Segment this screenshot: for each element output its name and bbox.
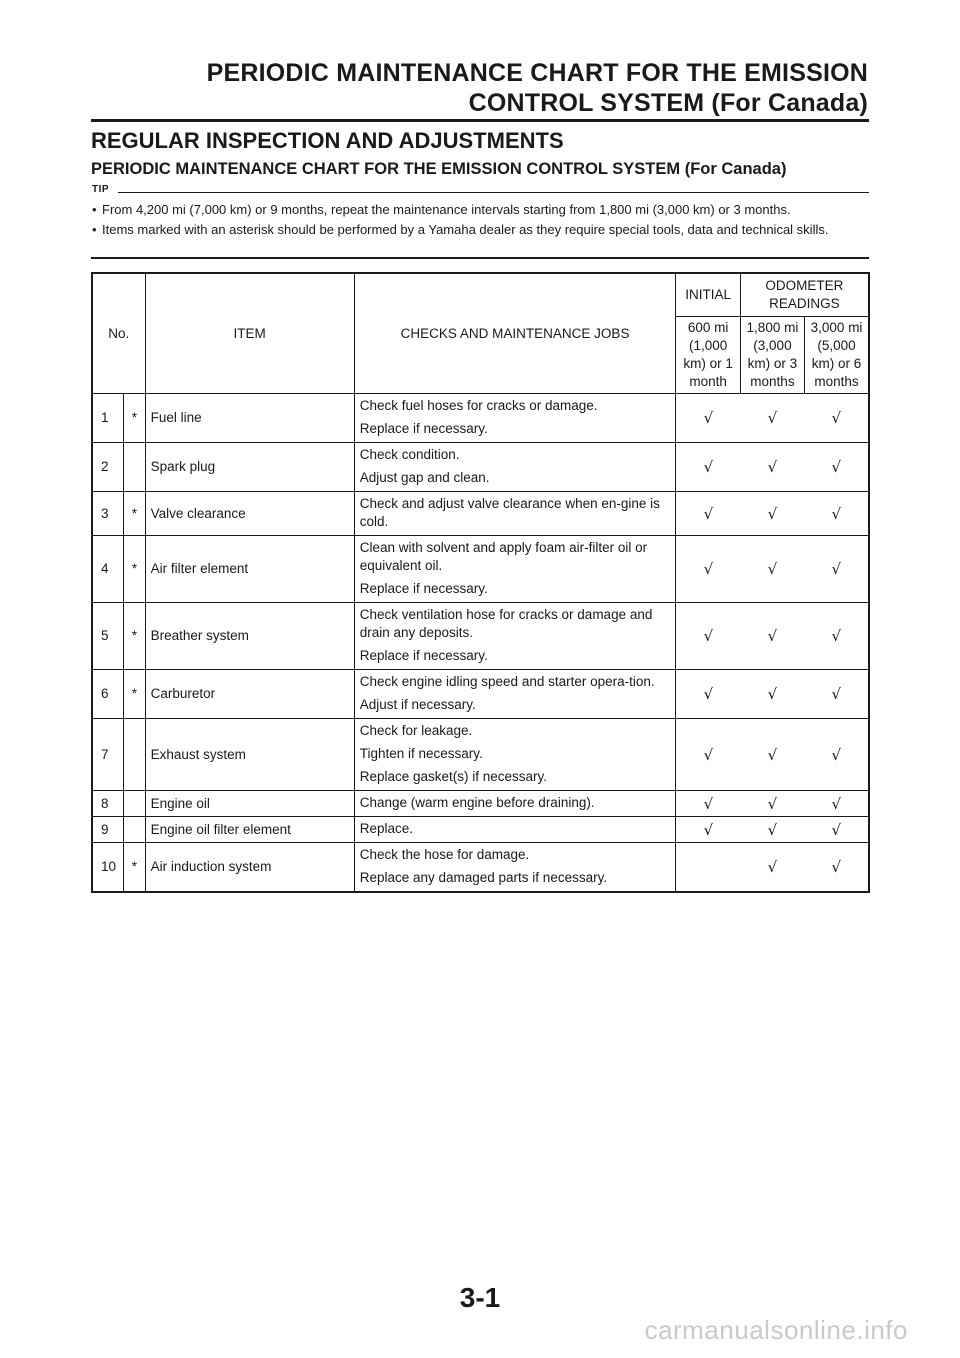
dealer-asterisk: *: [124, 492, 145, 536]
checkmark-icon: √: [676, 394, 740, 443]
job-step: Replace.: [359, 821, 413, 836]
job-description: [354, 719, 676, 791]
checkmark-icon: √: [805, 492, 869, 536]
job-step: Replace any damaged parts if necessary.: [359, 870, 608, 885]
row-number: 10: [92, 843, 124, 893]
row-number: 6: [92, 670, 124, 719]
checkmark-icon: √: [740, 670, 804, 719]
checkmark-icon: √: [740, 791, 804, 817]
checkmark-icon: √: [805, 791, 869, 817]
checkmark-icon: √: [676, 670, 740, 719]
job-description: [354, 670, 676, 719]
table-row: [92, 394, 869, 443]
table-row: [92, 791, 869, 817]
page-number: 3-1: [459, 1282, 501, 1313]
job-step: Adjust gap and clean.: [359, 470, 490, 485]
tip-divider: [118, 192, 869, 193]
checkmark-icon: √: [740, 443, 804, 492]
row-number: 2: [92, 443, 124, 492]
row-number: 4: [92, 536, 124, 603]
header-interval-3000mi: 3,000 mi (5,000 km) or 6 months: [805, 317, 869, 394]
job-description: [354, 817, 676, 843]
checkmark-icon: √: [805, 843, 869, 893]
chapter-header-title: [207, 58, 868, 118]
checkmark-icon: √: [740, 536, 804, 603]
job-step: Clean with solvent and apply foam air-filter oil or equivalent oil.: [359, 540, 648, 573]
checkmark-icon: √: [805, 443, 869, 492]
header-divider: [91, 119, 869, 122]
header-odometer: ODOMETER READINGS: [740, 273, 869, 317]
header-initial: INITIAL: [676, 273, 740, 317]
dealer-asterisk: *: [124, 536, 145, 603]
chapter-header-line-2: CONTROL SYSTEM (For Canada): [468, 89, 868, 117]
table-row: [92, 492, 869, 536]
checkmark-icon: √: [740, 843, 804, 893]
job-step: Adjust if necessary.: [359, 697, 476, 712]
checkmark-icon: √: [676, 791, 740, 817]
job-description: [354, 394, 676, 443]
checkmark-icon: √: [676, 603, 740, 670]
tip-label: TIP: [92, 184, 110, 195]
bullet-icon: •: [92, 222, 97, 237]
job-step: Tighten if necessary.: [359, 746, 483, 761]
table-row: [92, 443, 869, 492]
row-number: 1: [92, 394, 124, 443]
job-step: Check condition.: [359, 447, 460, 462]
checkmark-icon: √: [805, 670, 869, 719]
checkmark-icon: √: [676, 817, 740, 843]
header-item: ITEM: [145, 273, 354, 394]
row-number: 8: [92, 791, 124, 817]
tip-list: [91, 201, 869, 241]
checkmark-icon: √: [740, 817, 804, 843]
dealer-asterisk: [124, 817, 145, 843]
checkmark-icon: √: [805, 719, 869, 791]
item-name: Air filter element: [145, 536, 354, 603]
job-step: Replace if necessary.: [359, 581, 488, 596]
row-number: 3: [92, 492, 124, 536]
checkmark-icon: √: [740, 492, 804, 536]
row-number: 5: [92, 603, 124, 670]
dealer-asterisk: *: [124, 603, 145, 670]
checkmark-icon: √: [805, 603, 869, 670]
job-step: Change (warm engine before draining).: [359, 795, 595, 810]
checkmark-icon: √: [676, 719, 740, 791]
header-interval-1800mi: 1,800 mi (3,000 km) or 3 months: [740, 317, 804, 394]
bullet-icon: •: [92, 202, 97, 217]
job-step: Check engine idling speed and starter opera-tion.: [359, 674, 655, 689]
dealer-asterisk: *: [124, 670, 145, 719]
dealer-asterisk: [124, 443, 145, 492]
job-step: Check and adjust valve clearance when en-gine is cold.: [359, 496, 660, 529]
checkmark-icon: √: [740, 394, 804, 443]
job-description: [354, 492, 676, 536]
job-step: Replace if necessary.: [359, 421, 488, 436]
job-step: Check fuel hoses for cracks or damage.: [359, 398, 598, 413]
job-description: [354, 791, 676, 817]
table-row: [92, 817, 869, 843]
watermark-text: carmanualsonline.info: [644, 1315, 908, 1345]
tip-text: From 4,200 mi (7,000 km) or 9 months, repeat the maintenance intervals starting from 1,800 mi (3,000 km) or 3 months.: [102, 202, 791, 217]
checkmark-icon: √: [740, 603, 804, 670]
checkmark-icon: √: [805, 536, 869, 603]
item-name: Fuel line: [145, 394, 354, 443]
row-number: 7: [92, 719, 124, 791]
tip-item: [91, 201, 869, 219]
section-title: REGULAR INSPECTION AND ADJUSTMENTS: [91, 128, 564, 153]
item-name: Valve clearance: [145, 492, 354, 536]
job-step: Check for leakage.: [359, 723, 473, 738]
item-name: Air induction system: [145, 843, 354, 893]
table-header-row: [92, 273, 869, 317]
job-step: Replace if necessary.: [359, 648, 488, 663]
chapter-header-line-1: PERIODIC MAINTENANCE CHART FOR THE EMISSION: [206, 59, 868, 87]
checkmark-icon: √: [740, 719, 804, 791]
item-name: Spark plug: [145, 443, 354, 492]
checkmark-icon: [676, 843, 740, 893]
tip-end-divider: [91, 257, 869, 259]
checkmark-icon: √: [805, 394, 869, 443]
row-number: 9: [92, 817, 124, 843]
job-step: Check ventilation hose for cracks or damage and drain any deposits.: [359, 607, 653, 640]
header-no: No.: [92, 273, 145, 394]
job-description: [354, 603, 676, 670]
checkmark-icon: √: [676, 536, 740, 603]
item-name: Breather system: [145, 603, 354, 670]
job-step: Replace gasket(s) if necessary.: [359, 769, 548, 784]
table-row: [92, 843, 869, 893]
job-step: Check the hose for damage.: [359, 847, 530, 862]
dealer-asterisk: [124, 791, 145, 817]
table-row: [92, 536, 869, 603]
item-name: Engine oil: [145, 791, 354, 817]
maintenance-chart-table: [91, 272, 870, 893]
header-interval-600mi: 600 mi (1,000 km) or 1 month: [676, 317, 740, 394]
checkmark-icon: √: [805, 817, 869, 843]
item-name: Carburetor: [145, 670, 354, 719]
dealer-asterisk: *: [124, 394, 145, 443]
job-description: [354, 843, 676, 893]
job-description: [354, 536, 676, 603]
item-name: Exhaust system: [145, 719, 354, 791]
table-row: [92, 670, 869, 719]
table-row: [92, 603, 869, 670]
section-subtitle: PERIODIC MAINTENANCE CHART FOR THE EMISSION CONTROL SYSTEM (For Canada): [91, 160, 787, 178]
tip-item: [91, 221, 869, 239]
checkmark-icon: √: [676, 443, 740, 492]
item-name: Engine oil filter element: [145, 817, 354, 843]
job-description: [354, 443, 676, 492]
table-row: [92, 719, 869, 791]
dealer-asterisk: [124, 719, 145, 791]
header-jobs: CHECKS AND MAINTENANCE JOBS: [354, 273, 676, 394]
checkmark-icon: √: [676, 492, 740, 536]
tip-text: Items marked with an asterisk should be performed by a Yamaha dealer as they require special tools, data and technical skills.: [102, 222, 829, 237]
dealer-asterisk: *: [124, 843, 145, 893]
